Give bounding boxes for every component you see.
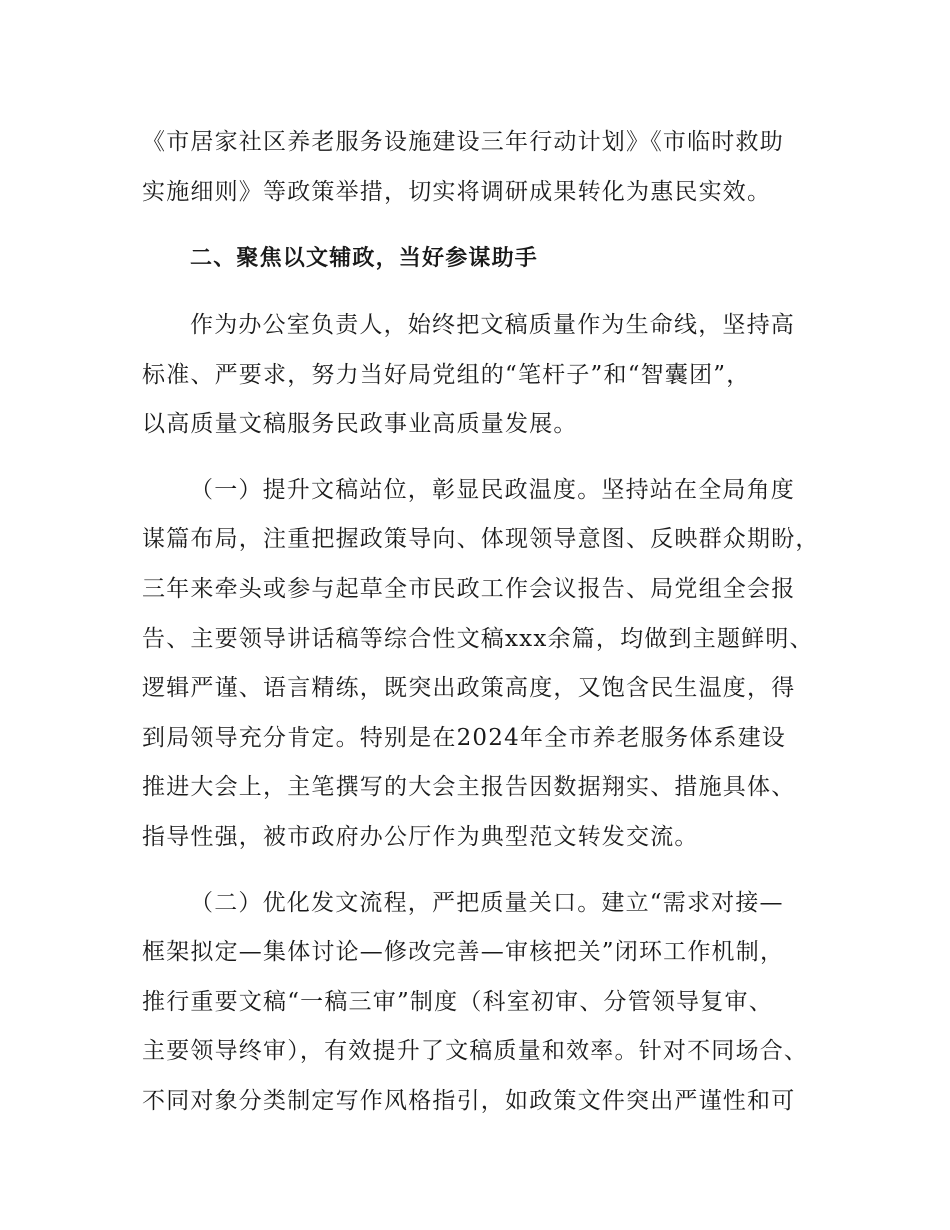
paragraph-4-line-1: （二）优化发文流程，严把质量关口。建立“需求对接—	[190, 890, 784, 916]
paragraph-4-line-4: 主要领导终审），有效提升了文稿质量和效率。针对不同场合、	[142, 1038, 809, 1064]
paragraph-2-line-1: 作为办公室负责人，始终把文稿质量作为生命线，坚持高	[190, 312, 795, 338]
paragraph-3-line-5: 逻辑严谨、语言精练，既突出政策高度，又饱含民生温度，得	[142, 675, 796, 701]
paragraph-3-line-1: （一）提升文稿站位，彰显民政温度。坚持站在全局角度	[190, 477, 795, 503]
paragraph-2-line-2: 标准、严要求，努力当好局党组的“笔杆子”和“智囊团”，	[142, 362, 751, 388]
paragraph-1-line-2: 实施细则》等政策举措，切实将调研成果转化为惠民实效。	[142, 179, 772, 205]
paragraph-4-line-5: 不同对象分类制定写作风格指引，如政策文件突出严谨性和可	[142, 1088, 796, 1114]
paragraph-3-line-8: 指导性强，被市政府办公厅作为典型范文转发交流。	[142, 824, 699, 850]
paragraph-3-line-7: 推进大会上，主笔撰写的大会主报告因数据翔实、措施具体、	[142, 774, 796, 800]
paragraph-4-line-3: 推行重要文稿“一稿三审”制度（科室初审、分管领导复审、	[142, 989, 773, 1015]
paragraph-3-line-6: 到局领导充分肯定。特别是在2024年全市养老服务体系建设	[142, 725, 787, 751]
paragraph-2-line-3: 以高质量文稿服务民政事业高质量发展。	[142, 411, 578, 437]
paragraph-3-line-2: 谋篇布局，注重把握政策导向、体现领导意图、反映群众期盼，	[142, 526, 820, 552]
section-heading: 二、聚焦以文辅政，当好参谋助手	[190, 246, 539, 271]
paragraph-3-line-3: 三年来牵头或参与起草全市民政工作会议报告、局党组全会报	[142, 576, 796, 602]
paragraph-1-line-1: 《市居家社区养老服务设施建设三年行动计划》《市临时救助	[142, 129, 784, 155]
paragraph-4-line-2: 框架拟定—集体讨论—修改完善—审核把关”闭环工作机制，	[142, 939, 785, 965]
paragraph-3-line-4: 告、主要领导讲话稿等综合性文稿xxx余篇，均做到主题鲜明、	[142, 626, 814, 652]
